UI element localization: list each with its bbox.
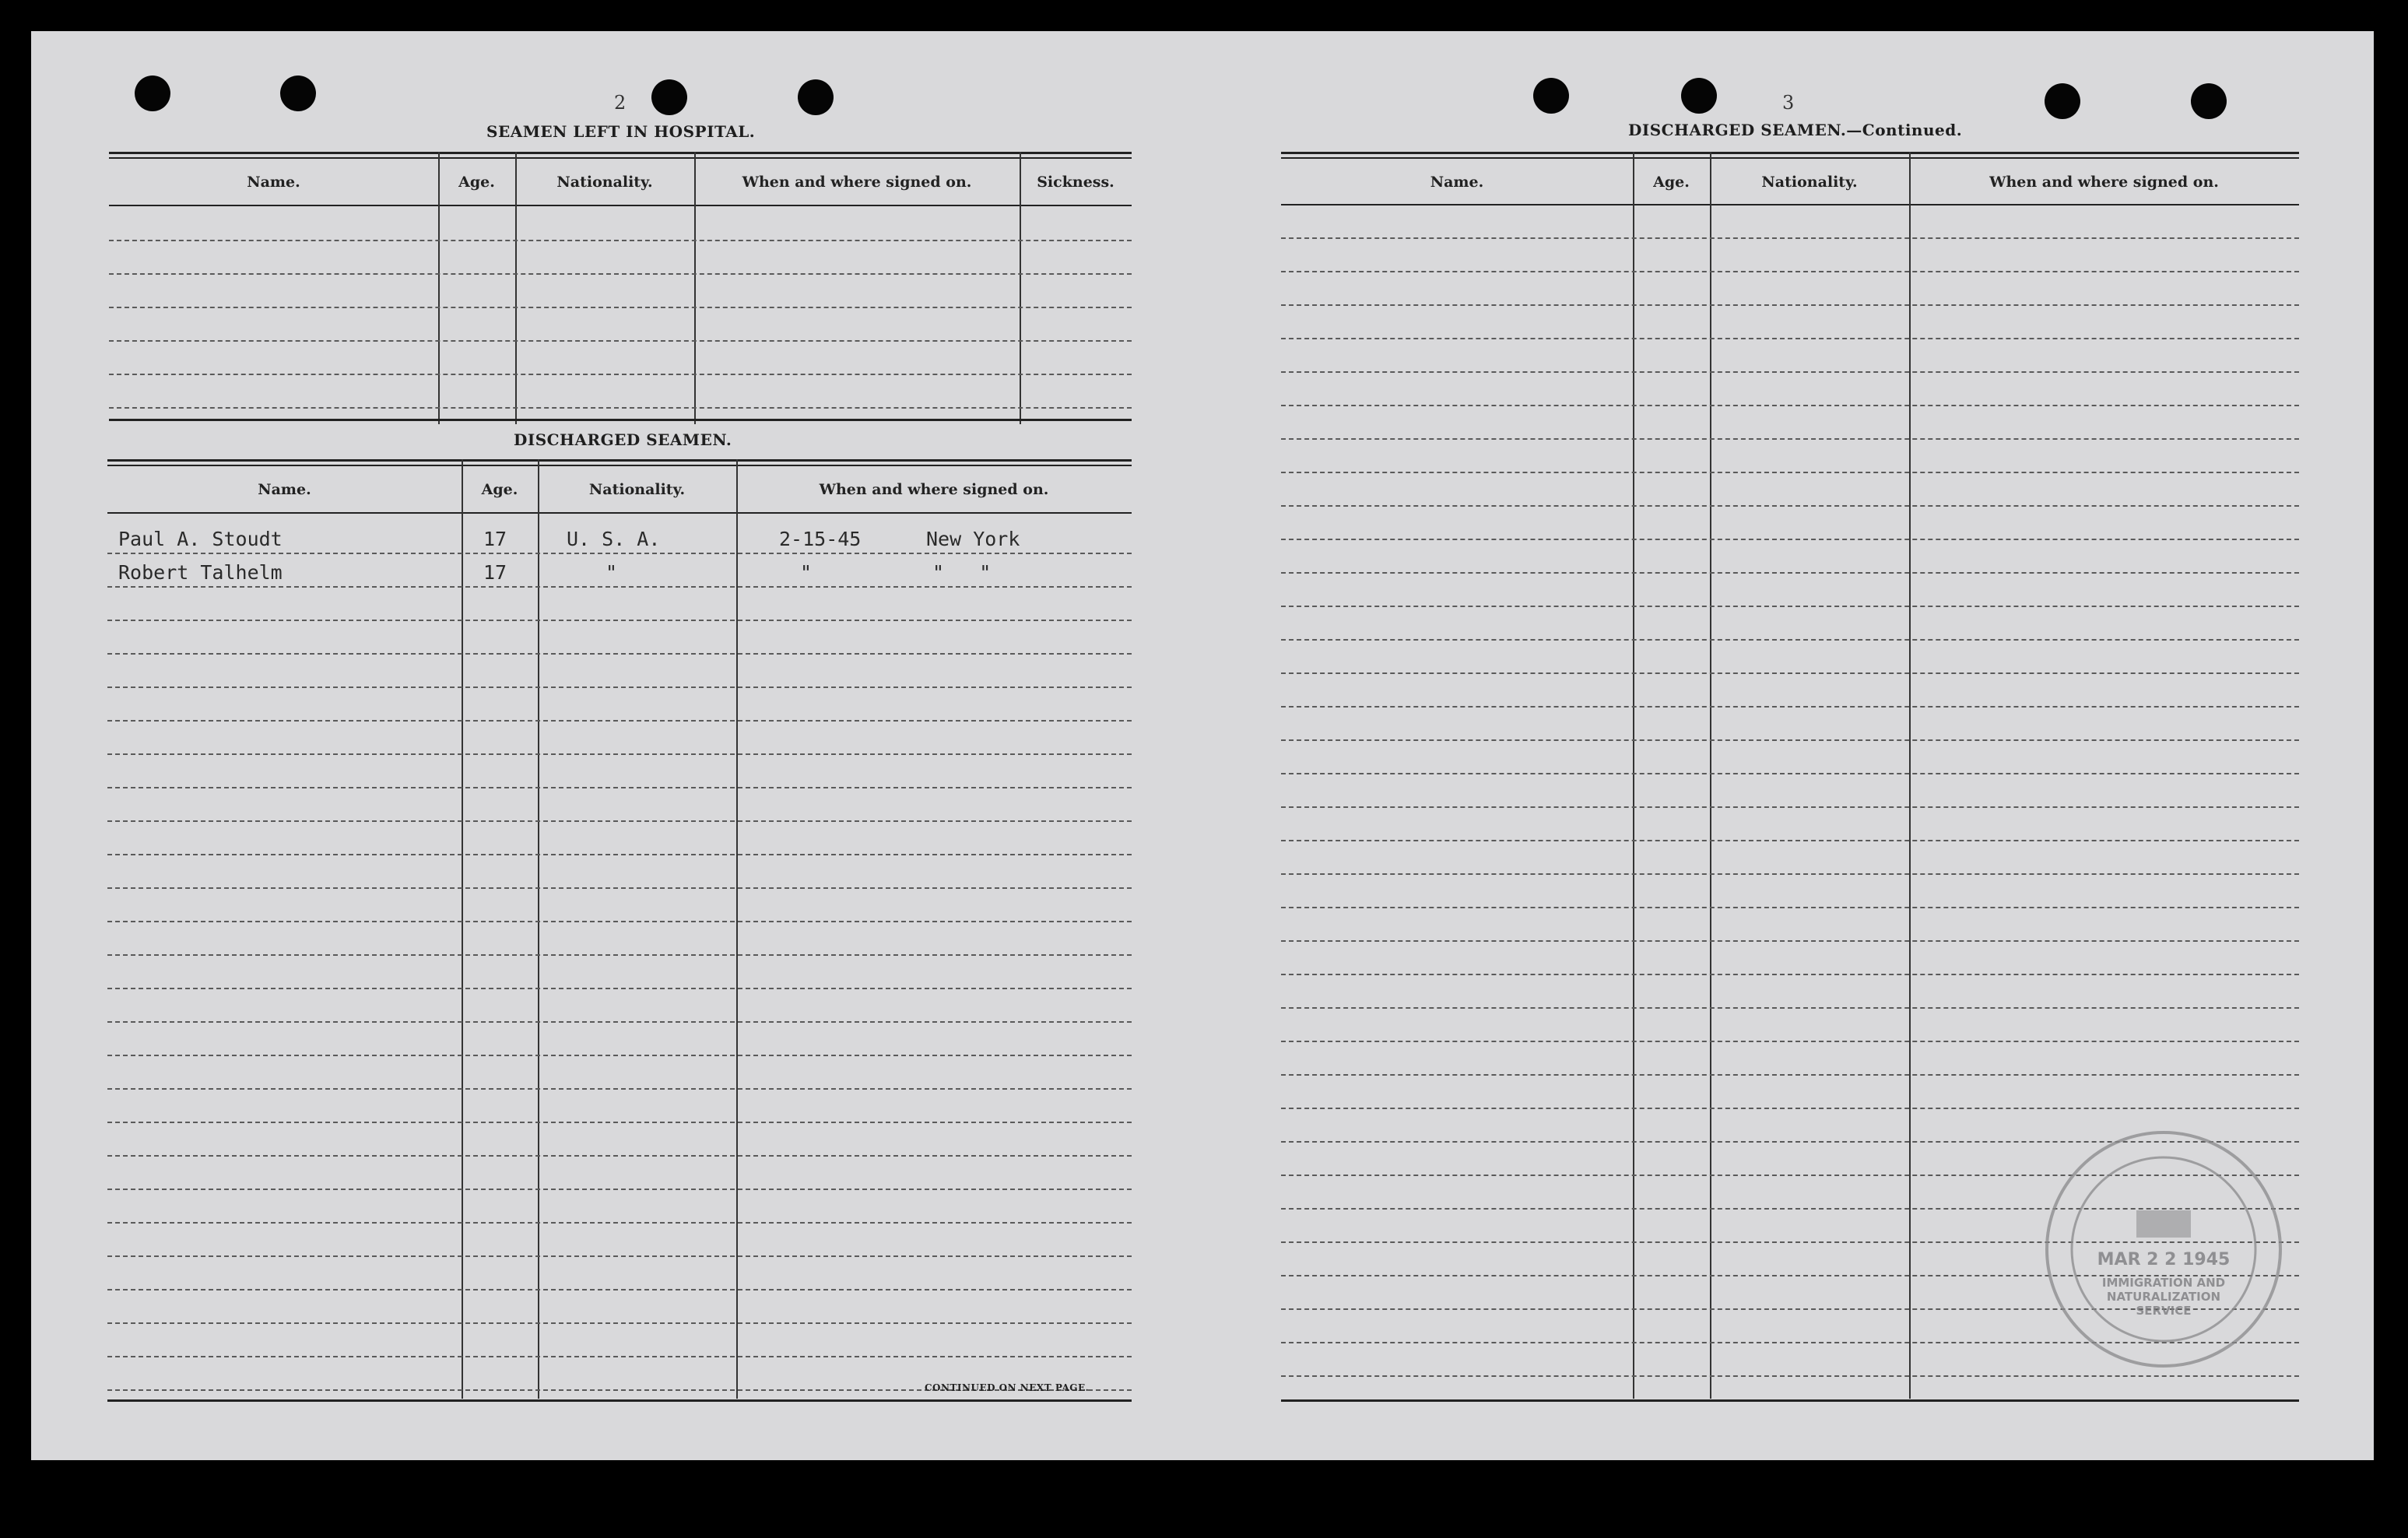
entry-line [107, 653, 1132, 655]
entry-line [107, 1189, 1132, 1190]
entry-line [107, 954, 1132, 956]
entry-line [107, 1322, 1132, 1324]
signed-on-place: New York [926, 528, 1020, 550]
entry-line [109, 340, 1132, 342]
column-header-signed-on: When and where signed on. [742, 174, 972, 191]
entry-line [107, 1356, 1132, 1357]
column-divider [1020, 152, 1021, 424]
entry-line [1281, 606, 2299, 607]
entry-line [1281, 706, 2299, 708]
page-number-right: 3 [1782, 92, 1795, 114]
punch-hole [1533, 78, 1569, 114]
entry-line [109, 407, 1132, 409]
entry-line [1281, 974, 2299, 975]
entry-line [1281, 907, 2299, 908]
punch-hole [135, 75, 170, 111]
column-header-age: Age. [481, 481, 518, 498]
entry-line [1281, 505, 2299, 507]
punch-hole [2045, 83, 2080, 119]
entry-line [107, 921, 1132, 922]
entry-line [1281, 873, 2299, 875]
continued-note: CONTINUED ON NEXT PAGE. [925, 1382, 1090, 1393]
column-header-sickness: Sickness. [1037, 174, 1114, 191]
entry-line [1281, 773, 2299, 774]
page-number-left: 2 [614, 92, 627, 114]
entry-line [1281, 371, 2299, 373]
entry-line [107, 586, 1132, 588]
document-sheet [31, 31, 2374, 1460]
entry-line [1281, 840, 2299, 841]
seaman-nationality: " [606, 561, 618, 584]
entry-line [107, 620, 1132, 621]
table-bottom-rule [109, 419, 1132, 421]
punch-hole [651, 79, 687, 115]
discharged-section-title: DISCHARGED SEAMEN. [514, 430, 732, 449]
entry-line [107, 854, 1132, 855]
entry-line [1281, 672, 2299, 674]
entry-line [1281, 304, 2299, 306]
punch-hole [2191, 83, 2227, 119]
column-header-name: Name. [258, 481, 311, 498]
entry-line [1281, 806, 2299, 808]
entry-line [1281, 539, 2299, 540]
hospital-section-title: SEAMEN LEFT IN HOSPITAL. [486, 122, 756, 141]
entry-line [107, 820, 1132, 822]
table-top-rule [109, 152, 1132, 154]
entry-line [1281, 639, 2299, 641]
entry-line [107, 753, 1132, 755]
entry-line [107, 1055, 1132, 1056]
column-divider [694, 152, 696, 424]
column-header-name: Name. [247, 174, 300, 191]
table-bottom-rule [107, 1399, 1132, 1402]
entry-line [107, 988, 1132, 989]
column-header-signed-on: When and where signed on. [1989, 174, 2219, 191]
entry-line [1281, 572, 2299, 574]
header-rule [107, 512, 1132, 514]
entry-line [107, 887, 1132, 889]
entry-line [109, 240, 1132, 241]
table-top-rule [109, 157, 1132, 159]
stamp-emblem-icon [2136, 1210, 2191, 1238]
column-divider [438, 152, 440, 424]
column-header-nationality: Nationality. [1761, 174, 1858, 191]
header-rule [1281, 204, 2299, 205]
entry-line [107, 720, 1132, 722]
entry-line [107, 1289, 1132, 1290]
column-header-nationality: Nationality. [556, 174, 653, 191]
stamp-line: SERVICE [2136, 1304, 2192, 1318]
signed-on-date: " [800, 561, 813, 584]
hospital-table [109, 152, 1132, 424]
immigration-stamp [2031, 1117, 2296, 1382]
entry-line [107, 1088, 1132, 1090]
column-divider [736, 459, 738, 1399]
entry-line [107, 686, 1132, 688]
punch-hole [798, 79, 834, 115]
table-top-rule [1281, 157, 2299, 159]
entry-line [107, 787, 1132, 788]
entry-line [1281, 237, 2299, 239]
entry-line [107, 1255, 1132, 1257]
entry-line [107, 1155, 1132, 1157]
signed-on-date: 2-15-45 [779, 528, 862, 550]
seaman-age: 17 [483, 561, 507, 584]
stamp-line: NATURALIZATION [2106, 1290, 2221, 1304]
entry-line [1281, 472, 2299, 473]
punch-hole [1681, 78, 1717, 114]
entry-line [1281, 739, 2299, 741]
stamp-line: IMMIGRATION AND [2101, 1276, 2226, 1290]
table-top-rule [107, 459, 1132, 462]
seaman-name: Paul A. Stoudt [118, 528, 283, 550]
entry-line [1281, 405, 2299, 406]
entry-line [107, 1021, 1132, 1023]
table-top-rule [1281, 152, 2299, 154]
entry-line [109, 307, 1132, 308]
column-header-age: Age. [1653, 174, 1690, 191]
entry-line [1281, 1074, 2299, 1076]
seaman-name: Robert Talhelm [118, 561, 283, 584]
entry-line [1281, 338, 2299, 339]
entry-line [1281, 940, 2299, 942]
entry-line [107, 1222, 1132, 1224]
table-top-rule [107, 465, 1132, 466]
seaman-nationality: U. S. A. [567, 528, 661, 550]
entry-line [1281, 271, 2299, 272]
column-divider [462, 459, 463, 1399]
column-header-nationality: Nationality. [588, 481, 686, 498]
column-divider [538, 459, 539, 1399]
signed-on-place: " " [932, 561, 992, 584]
column-divider [515, 152, 517, 424]
entry-line [109, 374, 1132, 375]
entry-line [1281, 438, 2299, 440]
seaman-age: 17 [483, 528, 507, 550]
entry-line [107, 1122, 1132, 1123]
entry-line [107, 553, 1132, 554]
column-header-age: Age. [458, 174, 495, 191]
column-header-signed-on: When and where signed on. [819, 481, 1049, 498]
punch-hole [280, 75, 316, 111]
entry-line [1281, 1041, 2299, 1042]
discharged-table [107, 459, 1132, 1405]
stamp-date: MAR 2 2 1945 [2097, 1250, 2231, 1269]
entry-line [109, 273, 1132, 275]
right-page-title: DISCHARGED SEAMEN.—Continued. [1628, 121, 1963, 139]
entry-line [1281, 1108, 2299, 1109]
table-bottom-rule [1281, 1399, 2299, 1402]
entry-line [1281, 1007, 2299, 1009]
header-rule [109, 205, 1132, 206]
column-header-name: Name. [1430, 174, 1484, 191]
